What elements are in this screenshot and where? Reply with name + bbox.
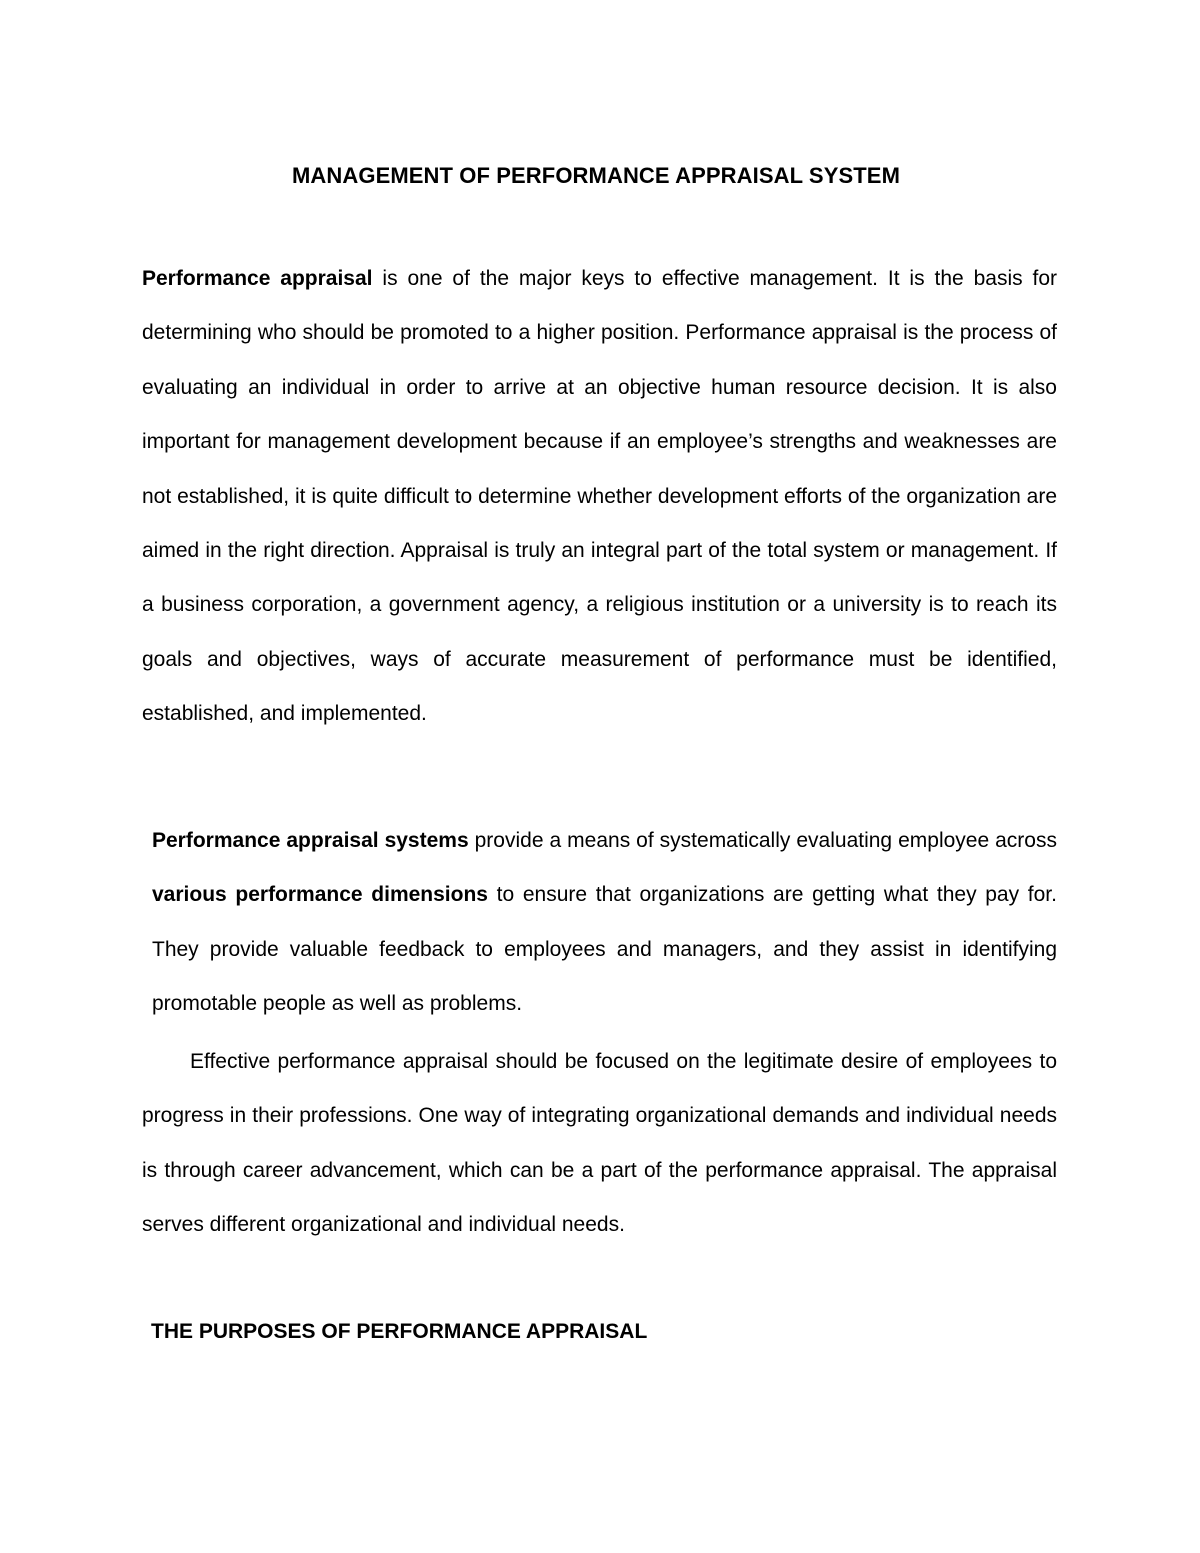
paragraph-effective-appraisal-text: Effective performance appraisal should be focused on the legitimate desire of employees to progress in their professions. One way of integrating organizational demands and individual needs is through career advancement, which can be a part of the performance appraisal. The appraisal serves different organizational and individual needs. (142, 1050, 1057, 1237)
paragraph-systems (152, 814, 1057, 1032)
document-title: MANAGEMENT OF PERFORMANCE APPRAISAL SYSTEM (291, 163, 900, 188)
bold-term-performance-dimensions: various performance dimensions (152, 883, 488, 907)
paragraph-intro (142, 252, 1057, 742)
paragraph-systems-text-a: provide a means of systematically evaluating employee across (468, 829, 1057, 852)
section-heading-purposes: THE PURPOSES OF PERFORMANCE APPRAISAL (151, 1320, 648, 1343)
bold-term-appraisal-systems: Performance appraisal systems (152, 829, 469, 852)
paragraph-intro-text: is one of the major keys to effective management. It is the basis for determining who should be promoted to a higher position. Performance appraisal is the process of evaluating an individual in order to arrive at an objective human resource decision. It is also important for management development because if an employee’s strengths and weaknesses are not established, it is quite difficult to determine whether development efforts of the organization are aimed in the right direction. Appraisal is truly an integral part of the total system or management. If a business corporation, a government agency, a religious institution or a university is to reach its goals and objectives, ways of accurate measurement of performance must be identified, established, and implemented. (142, 267, 1058, 726)
paragraph-systems-text-b: to ensure that organizations are getting what they pay for. They provide valuable feedback to employees and managers, and they assist in identifying promotable people as well as problems. (152, 883, 1057, 1016)
paragraph-effective-appraisal (142, 1035, 1057, 1253)
bold-term-performance-appraisal: Performance appraisal (142, 267, 373, 290)
